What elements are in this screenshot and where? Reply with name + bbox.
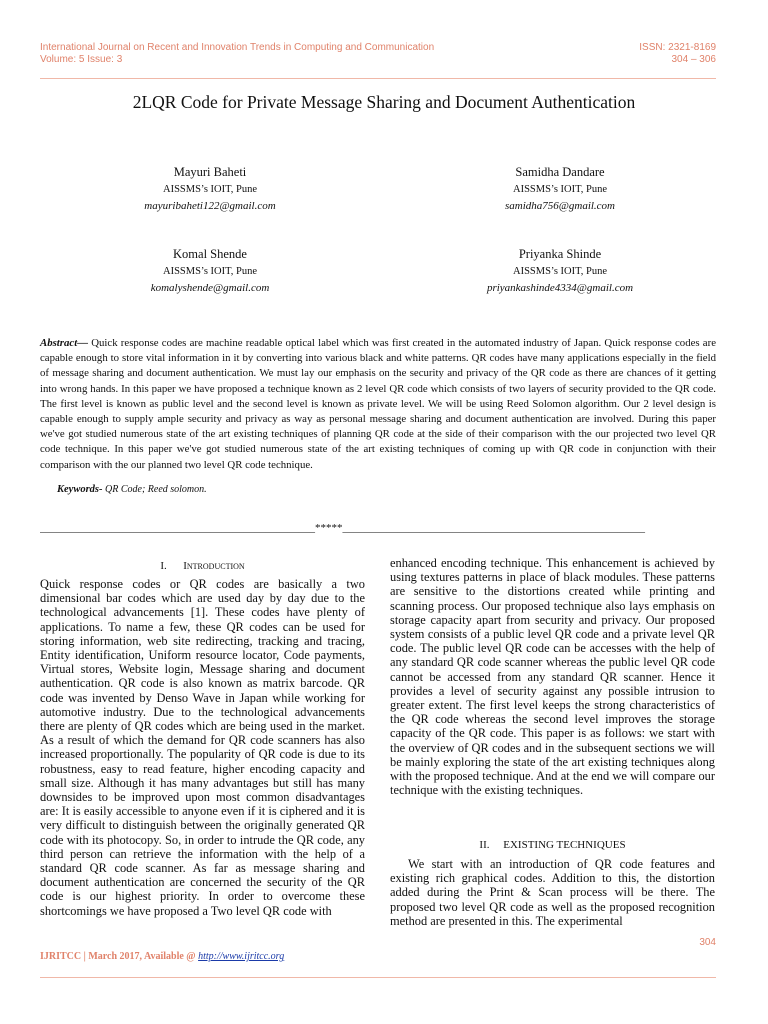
issn: ISSN: 2321-8169 [639, 42, 716, 53]
author-block [440, 164, 680, 215]
journal-link[interactable]: http://www.ijritcc.org [198, 951, 285, 962]
keywords-value: QR Code; Reed solomon. [102, 484, 207, 495]
header-rule [40, 78, 716, 79]
author-affiliation: AISSMS’s IOIT, Pune [512, 184, 608, 195]
page-number: 304 [699, 937, 716, 948]
abstract [40, 336, 716, 473]
abstract-label: Abstract— [40, 337, 88, 349]
keywords [57, 484, 207, 495]
introduction-continued: enhanced encoding technique. This enhancement is achieved by using textures patterns in place of black modules. These patterns are sensitive to the distortions created while printing and scanning process. Our proposed technique also lays emphasis on storage capacity apart from security and privacy. Our proposed system consists of a public level QR code and a private level QR code. The public level QR code can be accesses with the help of any standard QR code scanner whereas the public level QR code cannot be accessed from any standard QR scanner. Hence it provides a level of security against any possible intrusion to greater extent. The first level keeps the strong characteristics of the QR code whereas the second level improves the storage capacity of the QR code. This paper is as follows: we start with the overview of QR codes and in the subsequent sections we will be mainly exploring the state of the art existing techniques along with the proposed technique. And at the end we will compare our technique with the existing techniques. [390, 556, 715, 798]
author-block [440, 246, 680, 297]
section-title: Introduction [183, 560, 245, 572]
keywords-label: Keywords- [57, 484, 103, 495]
author-name: Priyanka Shinde [518, 247, 602, 261]
section-number: II. [479, 839, 490, 851]
author-email: komalyshende@gmail.com [150, 282, 270, 294]
author-name: Komal Shende [173, 247, 247, 261]
section-heading-introduction [40, 560, 365, 572]
author-affiliation: AISSMS’s IOIT, Pune [512, 266, 608, 277]
footer-text: IJRITCC | March 2017, Available @ [40, 951, 199, 962]
author-email: mayuribaheti122@gmail.com [144, 200, 276, 212]
section-number: I. [160, 560, 167, 572]
introduction-body: Quick response codes or QR codes are basically a two dimensional bar codes which are used day by day due to the technological advancements [1]. These codes have plenty of applications. To name a few, these QR codes can be used for storing information, web site redirecting, tracking and tracing, Entity identification, Uniform resource locator, Code payments, Virtual stores, Website login, Message sharing and document authentication. QR code is also known as matrix barcode. QR code was invented by Denso Wave in Japan while working for automotive industry. Due to the technological advancements there are plenty of QR codes which are being used in the market. As a result of which the demand for QR code scanners has also increased proportionally. The popularity of QR code is due to its robustness, easy to read feature, higher encoding capacity and small size. Although it has many advantages but still has many downsides to be improved upon most common disadvantages are: It is easily accessible to anyone even if it is ciphered and it is very difficult to distinguish between the originally generated QR code with its photocopy. So, in order to intrude the QR code, any third person can retrieve the information with the help of a standard QR code scanner. As far as message sharing and document authentication are concerned the security of the QR code is our highest priority. In order to overcome these shortcomings we have proposed a Two level QR code with [40, 577, 365, 918]
journal-header [40, 42, 434, 66]
section-title: EXISTING TECHNIQUES [503, 839, 626, 851]
author-email: samidha756@gmail.com [504, 200, 616, 212]
author-email: priyankashinde4334@gmail.com [486, 282, 634, 294]
issn-header [639, 42, 716, 66]
section-separator: __________________________________________________*****_______________________________________________________ [40, 522, 645, 534]
author-name: Samidha Dandare [515, 165, 605, 179]
existing-techniques-body: We start with an introduction of QR code features and existing rich graphical codes. Addition to this, the distortion added during the Print & Scan process will be there. The proposed two level QR code as well as the proposed recognition method are presented in this. The experimental [390, 857, 715, 928]
section-heading-existing-techniques [390, 839, 715, 851]
page-range: 304 – 306 [671, 54, 716, 65]
footer [40, 951, 284, 962]
author-block [90, 164, 330, 215]
journal-volume: Volume: 5 Issue: 3 [40, 54, 123, 65]
author-name: Mayuri Baheti [173, 165, 247, 179]
footer-rule [40, 977, 716, 978]
author-block [90, 246, 330, 297]
paper-title: 2LQR Code for Private Message Sharing and Document Authentication [132, 92, 636, 112]
author-affiliation: AISSMS’s IOIT, Pune [162, 184, 258, 195]
abstract-text: Quick response codes are machine readable optical label which was first created in the automated industry of Japan. Quick response codes are capable enough to store vital information in it by converting into various black and white patterns. QR codes have many applications especially in the field of message sharing and document authentication. We must lay our emphasis on the security and privacy of the QR code as there are chances of it getting into wrong hands. In this paper we have proposed a technique known as 2 level QR code which consists of two layers of security provided to the QR code. The first level is known as public level and the second level is known as private level. We will be using Reed Solomon algorithm. Our 2 level design is capable enough to supply ample security and privacy as way as personal message sharing and document authentication are involved. During this paper we've got studied numerous state of the art existing techniques of planning QR code at the side of their comparison with the our projected two level QR code technique. In this paper we've got studied numerous state of the art existing techniques of coming up with QR code in conjunction with their comparison with the our planned two level QR code technique. [40, 337, 716, 471]
journal-name: International Journal on Recent and Innovation Trends in Computing and Communication [40, 42, 435, 53]
author-affiliation: AISSMS’s IOIT, Pune [162, 266, 258, 277]
